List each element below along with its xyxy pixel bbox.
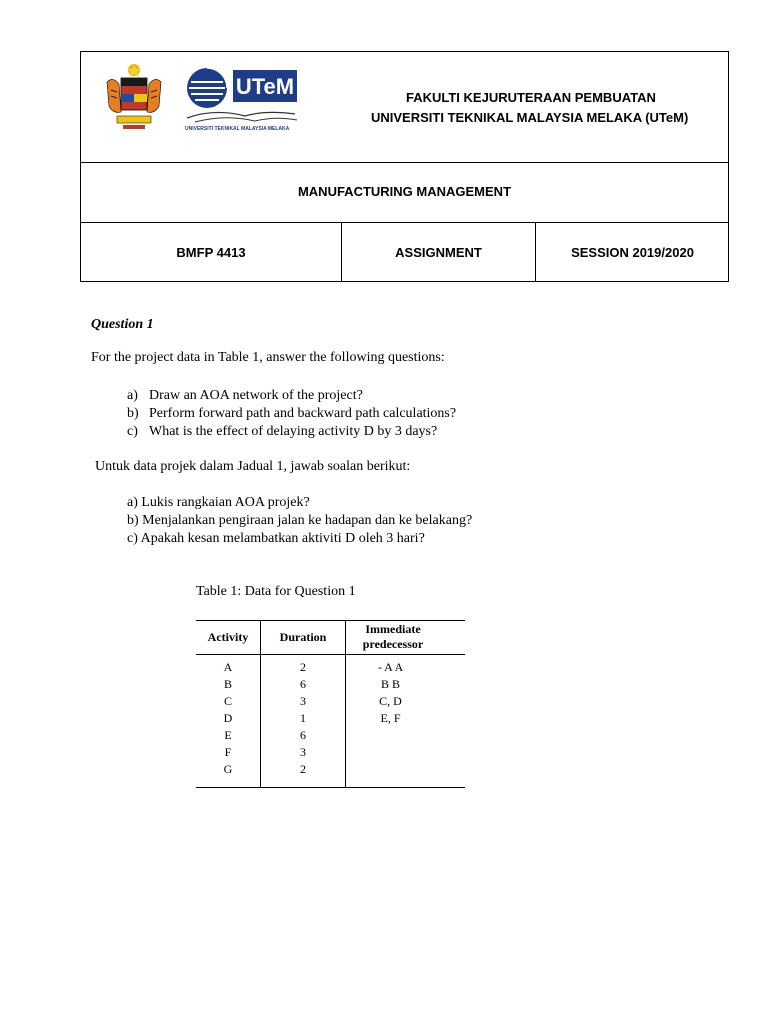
table-cell: G bbox=[223, 762, 233, 776]
list-item-text: Perform forward path and backward path calculations? bbox=[149, 406, 457, 421]
predecessor-column bbox=[346, 659, 465, 727]
table-cell: - A A bbox=[377, 660, 404, 674]
question-intro-my: Untuk data projek dalam Jadual 1, jawab soalan berikut: bbox=[95, 459, 411, 474]
header-row-course bbox=[81, 162, 728, 223]
list-item-text: What is the effect of delaying activity D by 3 days? bbox=[149, 424, 438, 439]
header-row-info bbox=[81, 222, 728, 282]
utem-logo bbox=[185, 66, 305, 141]
list-item: a) Lukis rangkaian AOA projek? bbox=[127, 495, 310, 510]
question-list-en bbox=[127, 387, 456, 441]
column-header-pred-2: predecessor bbox=[362, 637, 424, 651]
faculty-line-2: UNIVERSITI TEKNIKAL MALAYSIA MELAKA (UTeM) bbox=[371, 110, 689, 125]
faculty-line-1: FAKULTI KEJURUTERAAN PEMBUATAN bbox=[406, 90, 656, 105]
table-cell: D bbox=[223, 711, 233, 725]
table-cell: F bbox=[224, 745, 232, 759]
table-cell: 3 bbox=[300, 694, 306, 708]
table-cell: 2 bbox=[300, 762, 306, 776]
column-header-pred-1: Immediate bbox=[365, 622, 421, 636]
doc-type: ASSIGNMENT bbox=[395, 244, 482, 260]
table-cell: 2 bbox=[300, 660, 306, 674]
list-item bbox=[127, 387, 456, 405]
list-marker: b) bbox=[127, 406, 139, 421]
question-intro-en: For the project data in Table 1, answer the following questions: bbox=[91, 350, 445, 365]
course-title: MANUFACTURING MANAGEMENT bbox=[297, 184, 512, 199]
table-rule-top bbox=[196, 620, 465, 621]
faculty-title bbox=[371, 88, 688, 128]
table-caption: Table 1: Data for Question 1 bbox=[196, 584, 356, 599]
table-cell: E, F bbox=[380, 711, 401, 725]
list-item bbox=[127, 405, 456, 423]
utem-logo-caption: UNIVERSITI TEKNIKAL MALAYSIA MELAKA bbox=[185, 126, 290, 132]
duration-column bbox=[261, 659, 345, 778]
question-list-my bbox=[127, 494, 472, 548]
column-header-duration: Duration bbox=[279, 630, 327, 644]
list-item bbox=[127, 423, 456, 441]
table-cell: B B bbox=[380, 677, 400, 691]
list-item: b) Menjalankan pengiraan jalan ke hadapan dan ke belakang? bbox=[127, 513, 473, 528]
header-table bbox=[80, 51, 729, 282]
table-cell: 1 bbox=[300, 711, 306, 725]
list-marker: a) bbox=[127, 388, 138, 403]
list-marker: c) bbox=[127, 424, 138, 439]
svg-text:UTeM: UTeM bbox=[235, 74, 295, 99]
table-cell: B bbox=[223, 677, 232, 691]
coat-of-arms-logo bbox=[103, 62, 165, 132]
course-code: BMFP 4413 bbox=[176, 244, 246, 260]
table-rule-header bbox=[196, 654, 465, 655]
table-cell: A bbox=[223, 660, 233, 674]
table-cell: 6 bbox=[300, 677, 306, 691]
activity-column bbox=[196, 659, 260, 778]
session: SESSION 2019/2020 bbox=[571, 244, 694, 260]
table-cell: 6 bbox=[300, 728, 306, 742]
table-cell: 3 bbox=[300, 745, 306, 759]
header-row-faculty bbox=[81, 52, 728, 163]
table-cell: E bbox=[224, 728, 232, 742]
table-rule-bottom bbox=[196, 787, 465, 788]
list-item: c) Apakah kesan melambatkan aktiviti D oleh 3 hari? bbox=[127, 531, 425, 546]
list-item-text: Draw an AOA network of the project? bbox=[149, 388, 363, 403]
question-title: Question 1 bbox=[91, 317, 154, 332]
column-header-activity: Activity bbox=[207, 630, 249, 644]
table-cell: C bbox=[223, 694, 232, 708]
table-cell: C, D bbox=[379, 694, 402, 708]
data-table bbox=[196, 620, 465, 788]
